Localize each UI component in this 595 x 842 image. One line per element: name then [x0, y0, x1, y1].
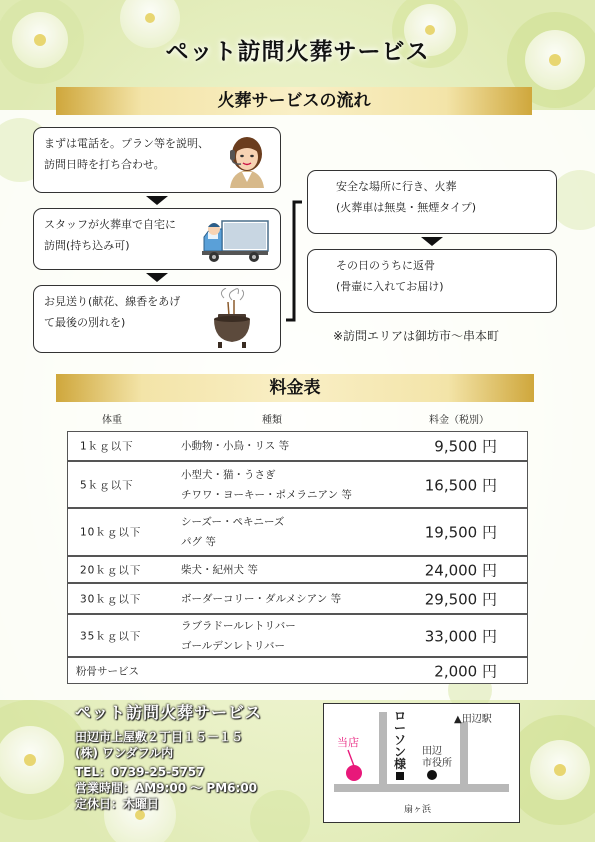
row-weight: 5ｋｇ以下	[80, 479, 134, 491]
row-kind-1: 小動物・小鳥・リス 等	[181, 440, 290, 452]
map-city-hall-line2: 市役所	[422, 758, 452, 769]
map-shop-label: 当店	[337, 736, 359, 749]
row-kind-1: ラブラドールレトリバー	[181, 619, 296, 632]
cremation-truck-icon	[200, 215, 270, 265]
row-price: 2,000 円	[434, 662, 497, 680]
shop-marker-icon	[346, 765, 362, 781]
company-address-block	[75, 729, 257, 812]
incense-burner-icon	[204, 288, 260, 350]
company-address: 田辺市上屋敷２丁目１５－１５	[75, 730, 244, 744]
company-closed: 定休日：木曜日	[75, 797, 160, 811]
table-row	[67, 657, 528, 684]
company-tel: TEL：0739-25-5757	[75, 765, 205, 779]
flow-arrow-1	[146, 196, 168, 205]
table-row	[67, 556, 528, 583]
flow-step-1	[33, 127, 281, 193]
table-row	[67, 614, 528, 657]
access-map	[323, 703, 520, 823]
price-heading-band	[56, 374, 534, 402]
flow-step-4	[307, 170, 557, 234]
shop-pointer	[348, 750, 354, 766]
row-kind-1: ボーダーコリー・ダルメシアン 等	[181, 592, 342, 605]
row-price: 24,000 円	[424, 561, 497, 579]
flow-step-5-line2: (骨壷に入れてお届け)	[336, 280, 444, 293]
flow-step-4-line1: 安全な場所に行き、火葬	[336, 180, 457, 193]
company-name: ペット訪問火葬サービス	[75, 703, 263, 722]
row-price: 33,000 円	[424, 627, 497, 645]
flow-step-3-line2: て最後の別れを)	[44, 316, 126, 329]
row-price: 16,500 円	[424, 476, 497, 494]
row-weight: 35ｋｇ以下	[80, 630, 142, 642]
row-price: 9,500 円	[434, 437, 497, 456]
row-weight: 1ｋｇ以下	[80, 440, 134, 453]
col-header-price: 料金（税別）	[429, 415, 489, 426]
flow-step-2-line2: 訪問(持ち込み可)	[44, 239, 130, 252]
page-title: ペット訪問火葬サービス	[165, 39, 430, 65]
flow-step-3	[33, 285, 281, 353]
flow-step-3-line1: お見送り(献花、線香をあげ	[44, 295, 181, 308]
table-row	[67, 431, 528, 461]
map-city-hall-label	[422, 746, 452, 770]
map-city-hall-line1: 田辺	[422, 746, 442, 757]
flow-step-2-line1: スタッフが火葬車で自宅に	[44, 218, 176, 231]
row-weight: 粉骨サービス	[76, 665, 139, 677]
company-corp: (株) ワンダフル内	[75, 746, 174, 760]
flow-arrow-2	[146, 273, 168, 282]
flow-step-4-line2: (火葬車は無臭・無煙タイプ)	[336, 201, 477, 214]
flow-step-5-line1: その日のうちに返骨	[336, 259, 435, 272]
row-kind-1: 小型犬・猫・うさぎ	[181, 468, 276, 481]
table-row	[67, 508, 528, 556]
row-weight: 10ｋｇ以下	[80, 526, 142, 539]
row-kind-2: ゴールデンレトリバー	[181, 639, 286, 652]
table-row	[67, 461, 528, 508]
row-price: 29,500 円	[424, 590, 497, 608]
flow-step-5	[307, 249, 557, 313]
row-price: 19,500 円	[424, 523, 497, 542]
flow-heading-band	[56, 87, 532, 115]
table-row	[67, 583, 528, 614]
operator-woman-icon	[220, 132, 274, 188]
map-street-label: 扇ヶ浜	[404, 805, 432, 815]
flow-step-1-line2: 訪問日時を打ち合わせ。	[44, 158, 165, 171]
row-kind-1: 柴犬・紀州犬 等	[181, 563, 258, 576]
map-station-label: ▲田辺駅	[454, 714, 492, 725]
service-area-note: ※訪問エリアは御坊市～串本町	[333, 329, 500, 343]
row-kind-2: チワワ・ヨーキー・ポメラニアン 等	[181, 488, 352, 501]
lawson-marker-icon	[396, 772, 404, 780]
col-header-weight: 体重	[102, 415, 122, 426]
row-weight: 20ｋｇ以下	[80, 564, 142, 576]
flow-bracket	[284, 198, 304, 324]
flow-step-2	[33, 208, 281, 270]
map-lawson-label: ローソン様	[394, 709, 407, 771]
col-header-kind: 種類	[262, 415, 282, 426]
price-heading: 料金表	[269, 378, 321, 398]
flow-arrow-3	[421, 237, 443, 246]
city-hall-marker-icon	[427, 770, 437, 780]
flow-heading: 火葬サービスの流れ	[217, 91, 371, 111]
company-hours: 営業時間：AM9:00 ～ PM6:00	[75, 781, 258, 795]
row-weight: 30ｋｇ以下	[80, 593, 142, 605]
row-kind-2: パグ 等	[181, 536, 216, 548]
row-kind-1: シーズー・ペキニーズ	[181, 516, 285, 528]
flow-step-1-line1: まずは電話を。プラン等を説明、	[44, 137, 209, 150]
